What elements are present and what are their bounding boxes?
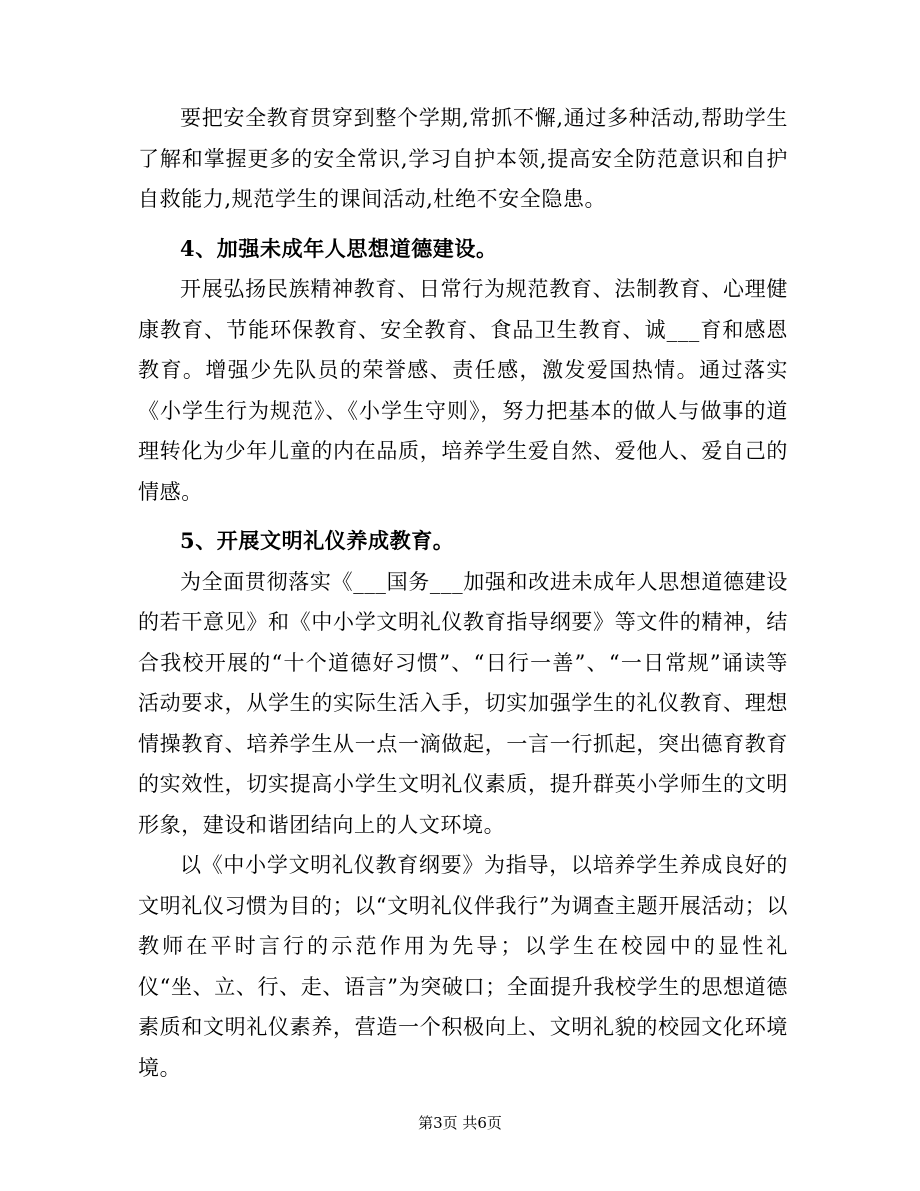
paragraph-etiquette-implementation: 为全面贯彻落实《___国务___加强和改进未成年人思想道德建设的若干意见》和《中小学文明礼仪教育指导纲要》等文件的精神，结合我校开展的“十个道德好习惯”、“日行一善”、“一日常规”诵读等活动要求，从学生的实际生活入手，切实加强学生的礼仪教育、理想情操教育、培养学生从一点一滴做起，一言一行抓起，突出德育教育的实效性，切实提高小学生文明礼仪素质，提升群英小学师生的文明形象，建设和谐团结向上的人文环境。 — [138, 569, 788, 837]
heading-moral-construction: 4、加强未成年人思想道德建设。 — [180, 235, 498, 261]
page-number-footer: 第3页 共6页 — [418, 1114, 502, 1132]
paragraph-moral-education: 开展弘扬民族精神教育、日常行为规范教育、法制教育、心理健康教育、节能环保教育、安全教育、食品卫生教育、诚___育和感恩教育。增强少先队员的荣誉感、责任感，激发爱国热情。通过落实《小学生行为规范》、《小学生守则》，努力把基本的做人与做事的道理转化为少年儿童的内在品质，培养学生爱自然、爱他人、爱自己的情感。 — [138, 277, 788, 504]
document-body — [138, 98, 788, 1088]
heading-etiquette-education: 5、开展文明礼仪养成教育。 — [180, 528, 455, 553]
paragraph-etiquette-guidance: 以《中小学文明礼仪教育纲要》为指导，以培养学生养成良好的文明礼仪习惯为目的；以“文明礼仪伴我行”为调查主题开展活动；以教师在平时言行的示范作用为先导；以学生在校园中的显性礼仪“坐、立、行、走、语言”为突破口；全面提升我校学生的思想道德素质和文明礼仪素养，营造一个积极向上、文明礼貌的校园文化环境境。 — [138, 853, 788, 1080]
paragraph-safety-education: 要把安全教育贯穿到整个学期,常抓不懈,通过多种活动,帮助学生了解和掌握更多的安全常识,学习自护本领,提高安全防范意识和自护自救能力,规范学生的课间活动,杜绝不安全隐患。 — [138, 106, 788, 211]
